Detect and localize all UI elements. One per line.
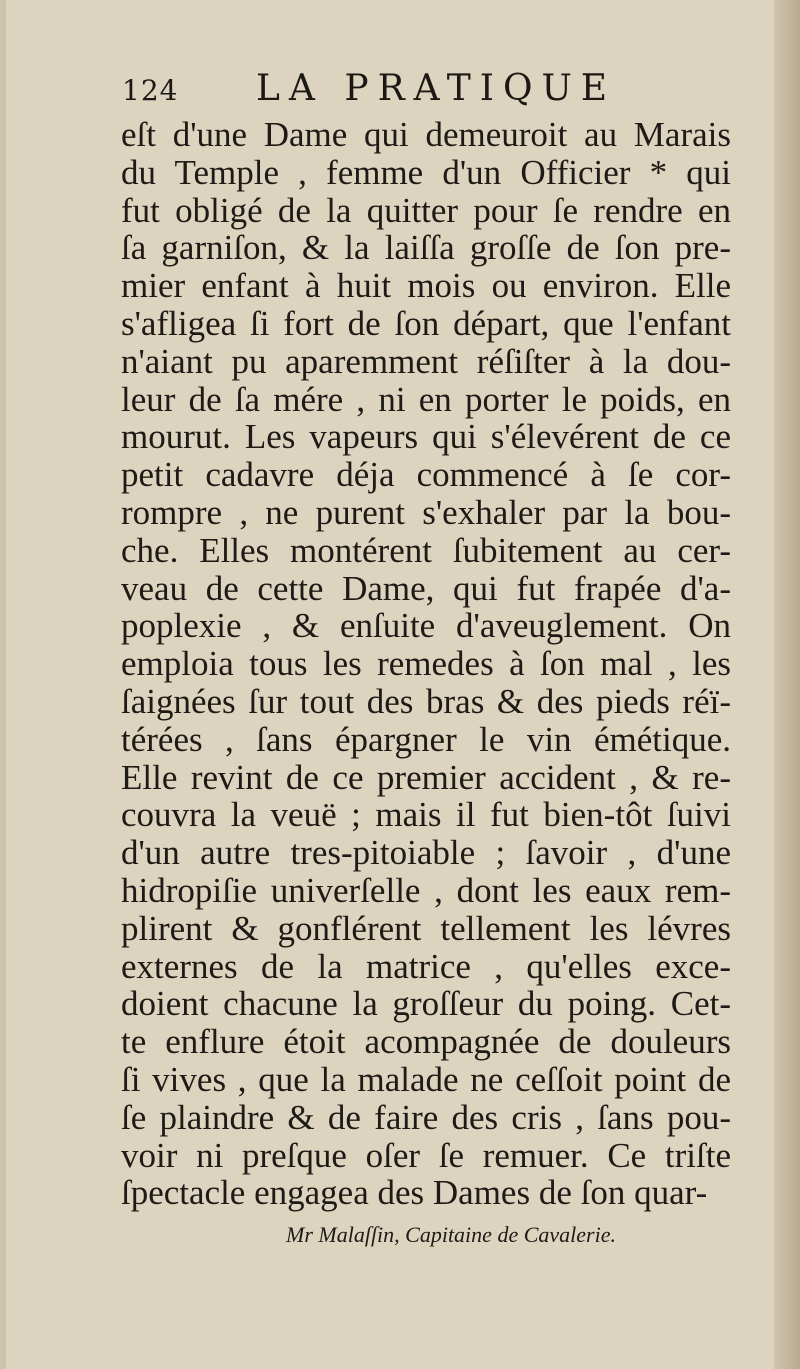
- text-line: ſi vives , que la malade ne ceſſoit point de: [121, 1059, 731, 1099]
- page-right-edge: [774, 0, 800, 1369]
- text-line: che. Elles montérent ſubitement au cer-: [121, 530, 731, 570]
- text-line: leur de ſa mére , ni en porter le poids, en: [121, 379, 731, 419]
- text-line: Elle revint de ce premier accident , & re-: [121, 757, 731, 797]
- text-line: térées , ſans épargner le vin émétique.: [121, 719, 731, 759]
- text-line: ſe plaindre & de faire des cris , ſans pou-: [121, 1097, 731, 1137]
- text-line: du Temple , femme d'un Officier * qui: [121, 152, 731, 192]
- page-header: [122, 68, 642, 114]
- text-line: ſa garniſon, & la laiſſa groſſe de ſon pre-: [121, 228, 731, 268]
- footnote: Mr Malaſſin, Capitaine de Cavalerie.: [286, 1222, 616, 1247]
- text-line: veau de cette Dame, qui fut frapée d'a-: [121, 568, 731, 608]
- text-line: d'un autre tres-pitoiable ; ſavoir , d'une: [121, 833, 731, 873]
- text-line: voir ni preſque oſer ſe remuer. Ce triſte: [121, 1135, 731, 1175]
- page-number: 124: [122, 74, 179, 107]
- body-text: [121, 116, 731, 1212]
- text-line: externes de la matrice , qu'elles exce-: [121, 946, 731, 986]
- text-line: emploia tous les remedes à ſon mal , les: [121, 644, 731, 684]
- text-line: couvra la veuë ; mais il fut bien-tôt ſuivi: [121, 795, 731, 835]
- text-line: doient chacune la groſſeur du poing. Cet-: [121, 984, 731, 1024]
- page-left-edge: [0, 0, 6, 1369]
- text-line: s'afligea ſi fort de ſon départ, que l'enfant: [121, 303, 731, 343]
- text-line: fut obligé de la quitter pour ſe rendre en: [121, 190, 731, 230]
- text-line: te enflure étoit acompagnée de douleurs: [121, 1022, 731, 1062]
- text-line: hidropiſie univerſelle , dont les eaux rem-: [121, 870, 731, 910]
- running-title: LA PRATIQUE: [256, 68, 617, 109]
- text-line: n'aiant pu aparemment réſiſter à la dou-: [121, 341, 731, 381]
- text-line: ſpectacle engagea des Dames de ſon quar-: [121, 1173, 708, 1213]
- text-line: ſaignées ſur tout des bras & des pieds réï-: [121, 681, 731, 721]
- text-line: plirent & gonflérent tellement les lévres: [121, 908, 731, 948]
- text-line: mourut. Les vapeurs qui s'élevérent de ce: [121, 417, 731, 457]
- text-line: mier enfant à huit mois ou environ. Elle: [121, 266, 731, 306]
- text-line: poplexie , & enſuite d'aveuglement. On: [121, 606, 731, 646]
- text-line: rompre , ne purent s'exhaler par la bou-: [121, 492, 731, 532]
- text-line: eſt d'une Dame qui demeuroit au Marais: [121, 115, 731, 154]
- text-line: petit cadavre déja commencé à ſe cor-: [121, 455, 731, 495]
